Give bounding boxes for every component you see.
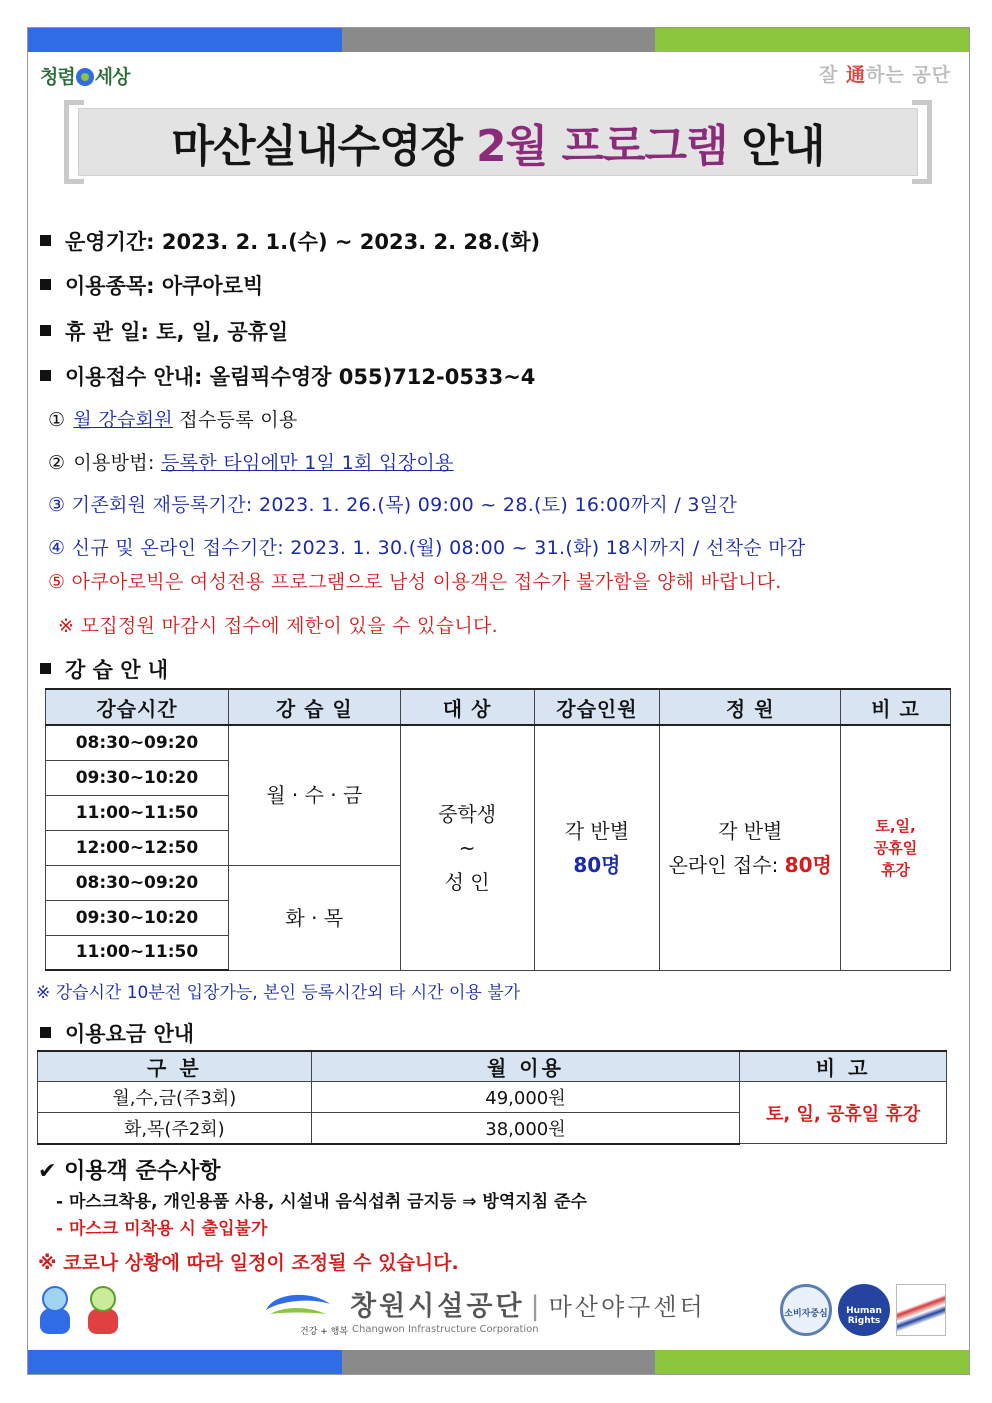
rules-line-1: - 마스크착용, 개인용품 사용, 시설내 음식섭취 금지등 ⇒ 방역지침 준수 bbox=[56, 1192, 587, 1212]
lesson-class-size: 각 반별 80명 bbox=[534, 725, 660, 970]
note-2-link: 등록한 타임에만 1일 1회 입장이용 bbox=[161, 452, 454, 474]
fee-section-title: 이용요금 안내 bbox=[40, 1018, 194, 1048]
corporation-logo-icon bbox=[260, 1288, 349, 1338]
lesson-time: 11:00~11:50 bbox=[46, 795, 229, 830]
corporation-name: 창원시설공단 | 마산야구센터 bbox=[350, 1291, 706, 1322]
fee-table bbox=[37, 1050, 947, 1145]
top-color-band bbox=[28, 28, 969, 52]
lesson-capacity: 각 반별 온라인 접수: 80명 bbox=[660, 725, 841, 970]
lesson-time: 11:00~11:50 bbox=[46, 935, 229, 970]
info-operating-period: 운영기간: 2023. 2. 1.(수) ~ 2023. 2. 28.(화) bbox=[40, 226, 540, 256]
info-program: 이용종목: 아쿠아로빅 bbox=[40, 270, 263, 300]
fee-category: 월,수,금(주3회) bbox=[38, 1082, 312, 1113]
lesson-table bbox=[45, 688, 951, 971]
fee-price: 38,000원 bbox=[311, 1113, 740, 1144]
note-1-link: 월 강습회원 bbox=[73, 409, 173, 431]
consumer-centered-badge-icon: 소비자중심 bbox=[780, 1284, 832, 1336]
footer bbox=[28, 1282, 969, 1346]
lesson-remark: 토,일, 공휴일 휴강 bbox=[841, 725, 951, 970]
poster-frame bbox=[27, 27, 970, 1375]
col-header: 대 상 bbox=[400, 689, 534, 725]
lesson-time: 08:30~09:20 bbox=[46, 865, 229, 900]
corona-notice: ※ 코로나 상황에 따라 일정이 조정될 수 있습니다. bbox=[38, 1252, 459, 1274]
col-header: 강 습 일 bbox=[228, 689, 400, 725]
title-banner bbox=[64, 100, 932, 184]
note-6: ※ 모집정원 마감시 접수에 제한이 있을 수 있습니다. bbox=[58, 615, 499, 637]
certification-badge-icon bbox=[896, 1284, 946, 1336]
human-rights-badge-icon: Human Rights bbox=[838, 1284, 890, 1336]
fee-category: 화,목(주2회) bbox=[38, 1113, 312, 1144]
integrity-logo: 청렴 세상 bbox=[40, 66, 130, 88]
corporation-english-name: Changwon Infrastructure Corporation bbox=[352, 1324, 539, 1335]
lesson-days-tt: 화 · 목 bbox=[228, 865, 400, 970]
col-header: 월 이용 bbox=[311, 1051, 740, 1082]
col-header: 비 고 bbox=[740, 1051, 947, 1082]
col-header: 강습시간 bbox=[46, 689, 229, 725]
rules-title: ✔ 이용객 준수사항 bbox=[38, 1159, 221, 1184]
lesson-time: 09:30~10:20 bbox=[46, 760, 229, 795]
mascot-green-icon bbox=[84, 1286, 122, 1336]
lesson-target: 중학생 ~ 성 인 bbox=[400, 725, 534, 970]
lesson-table-header bbox=[46, 689, 951, 725]
fee-remark: 토, 일, 공휴일 휴강 bbox=[740, 1082, 947, 1144]
lesson-section-title: 강 습 안 내 bbox=[40, 654, 168, 684]
fee-table-header bbox=[38, 1051, 947, 1082]
mascot-blue-icon bbox=[36, 1286, 74, 1336]
lesson-time: 12:00~12:50 bbox=[46, 830, 229, 865]
note-3: ③ 기존회원 재등록기간: 2023. 1. 26.(목) 09:00 ~ 28.(토) 16:00까지 / 3일간 bbox=[48, 494, 738, 516]
col-header: 비 고 bbox=[841, 689, 951, 725]
bottom-color-band bbox=[28, 1350, 969, 1374]
col-header: 구 분 bbox=[38, 1051, 312, 1082]
slogan-logo: 잘 通하는 공단 bbox=[818, 64, 951, 86]
info-closed-days: 휴 관 일: 토, 일, 공휴일 bbox=[40, 316, 288, 346]
fee-price: 49,000원 bbox=[311, 1082, 740, 1113]
note-4: ④ 신규 및 온라인 접수기간: 2023. 1. 30.(월) 08:00 ~ 31.(화) 18시까지 / 선착순 마감 bbox=[48, 537, 806, 559]
lesson-time: 09:30~10:20 bbox=[46, 900, 229, 935]
lesson-time: 08:30~09:20 bbox=[46, 725, 229, 760]
col-header: 정 원 bbox=[660, 689, 841, 725]
note-2: ② 이용방법: 등록한 타임에만 1일 1회 입장이용 bbox=[48, 452, 454, 474]
note-5: ⑤ 아쿠아로빅은 여성전용 프로그램으로 남성 이용객은 접수가 불가함을 양해 바랍니다. bbox=[48, 571, 782, 593]
lesson-footnote: ※ 강습시간 10분전 입장가능, 본인 등록시간외 타 시간 이용 불가 bbox=[36, 983, 521, 1003]
table-row bbox=[46, 725, 951, 760]
note-1: ① 월 강습회원 접수등록 이용 bbox=[48, 409, 298, 431]
page-title: 마산실내수영장 2월 프로그램 안내 bbox=[78, 108, 918, 176]
info-registration-contact: 이용접수 안내: 올림픽수영장 055)712-0533~4 bbox=[40, 361, 535, 391]
table-row bbox=[38, 1082, 947, 1113]
rules-line-2: - 마스크 미착용 시 출입불가 bbox=[56, 1219, 268, 1239]
lesson-days-mwf: 월 · 수 · 금 bbox=[228, 725, 400, 865]
col-header: 강습인원 bbox=[534, 689, 660, 725]
integrity-logo-icon bbox=[76, 68, 94, 86]
svg-text:건강 + 행복: 건강 + 행복 bbox=[300, 1327, 349, 1337]
